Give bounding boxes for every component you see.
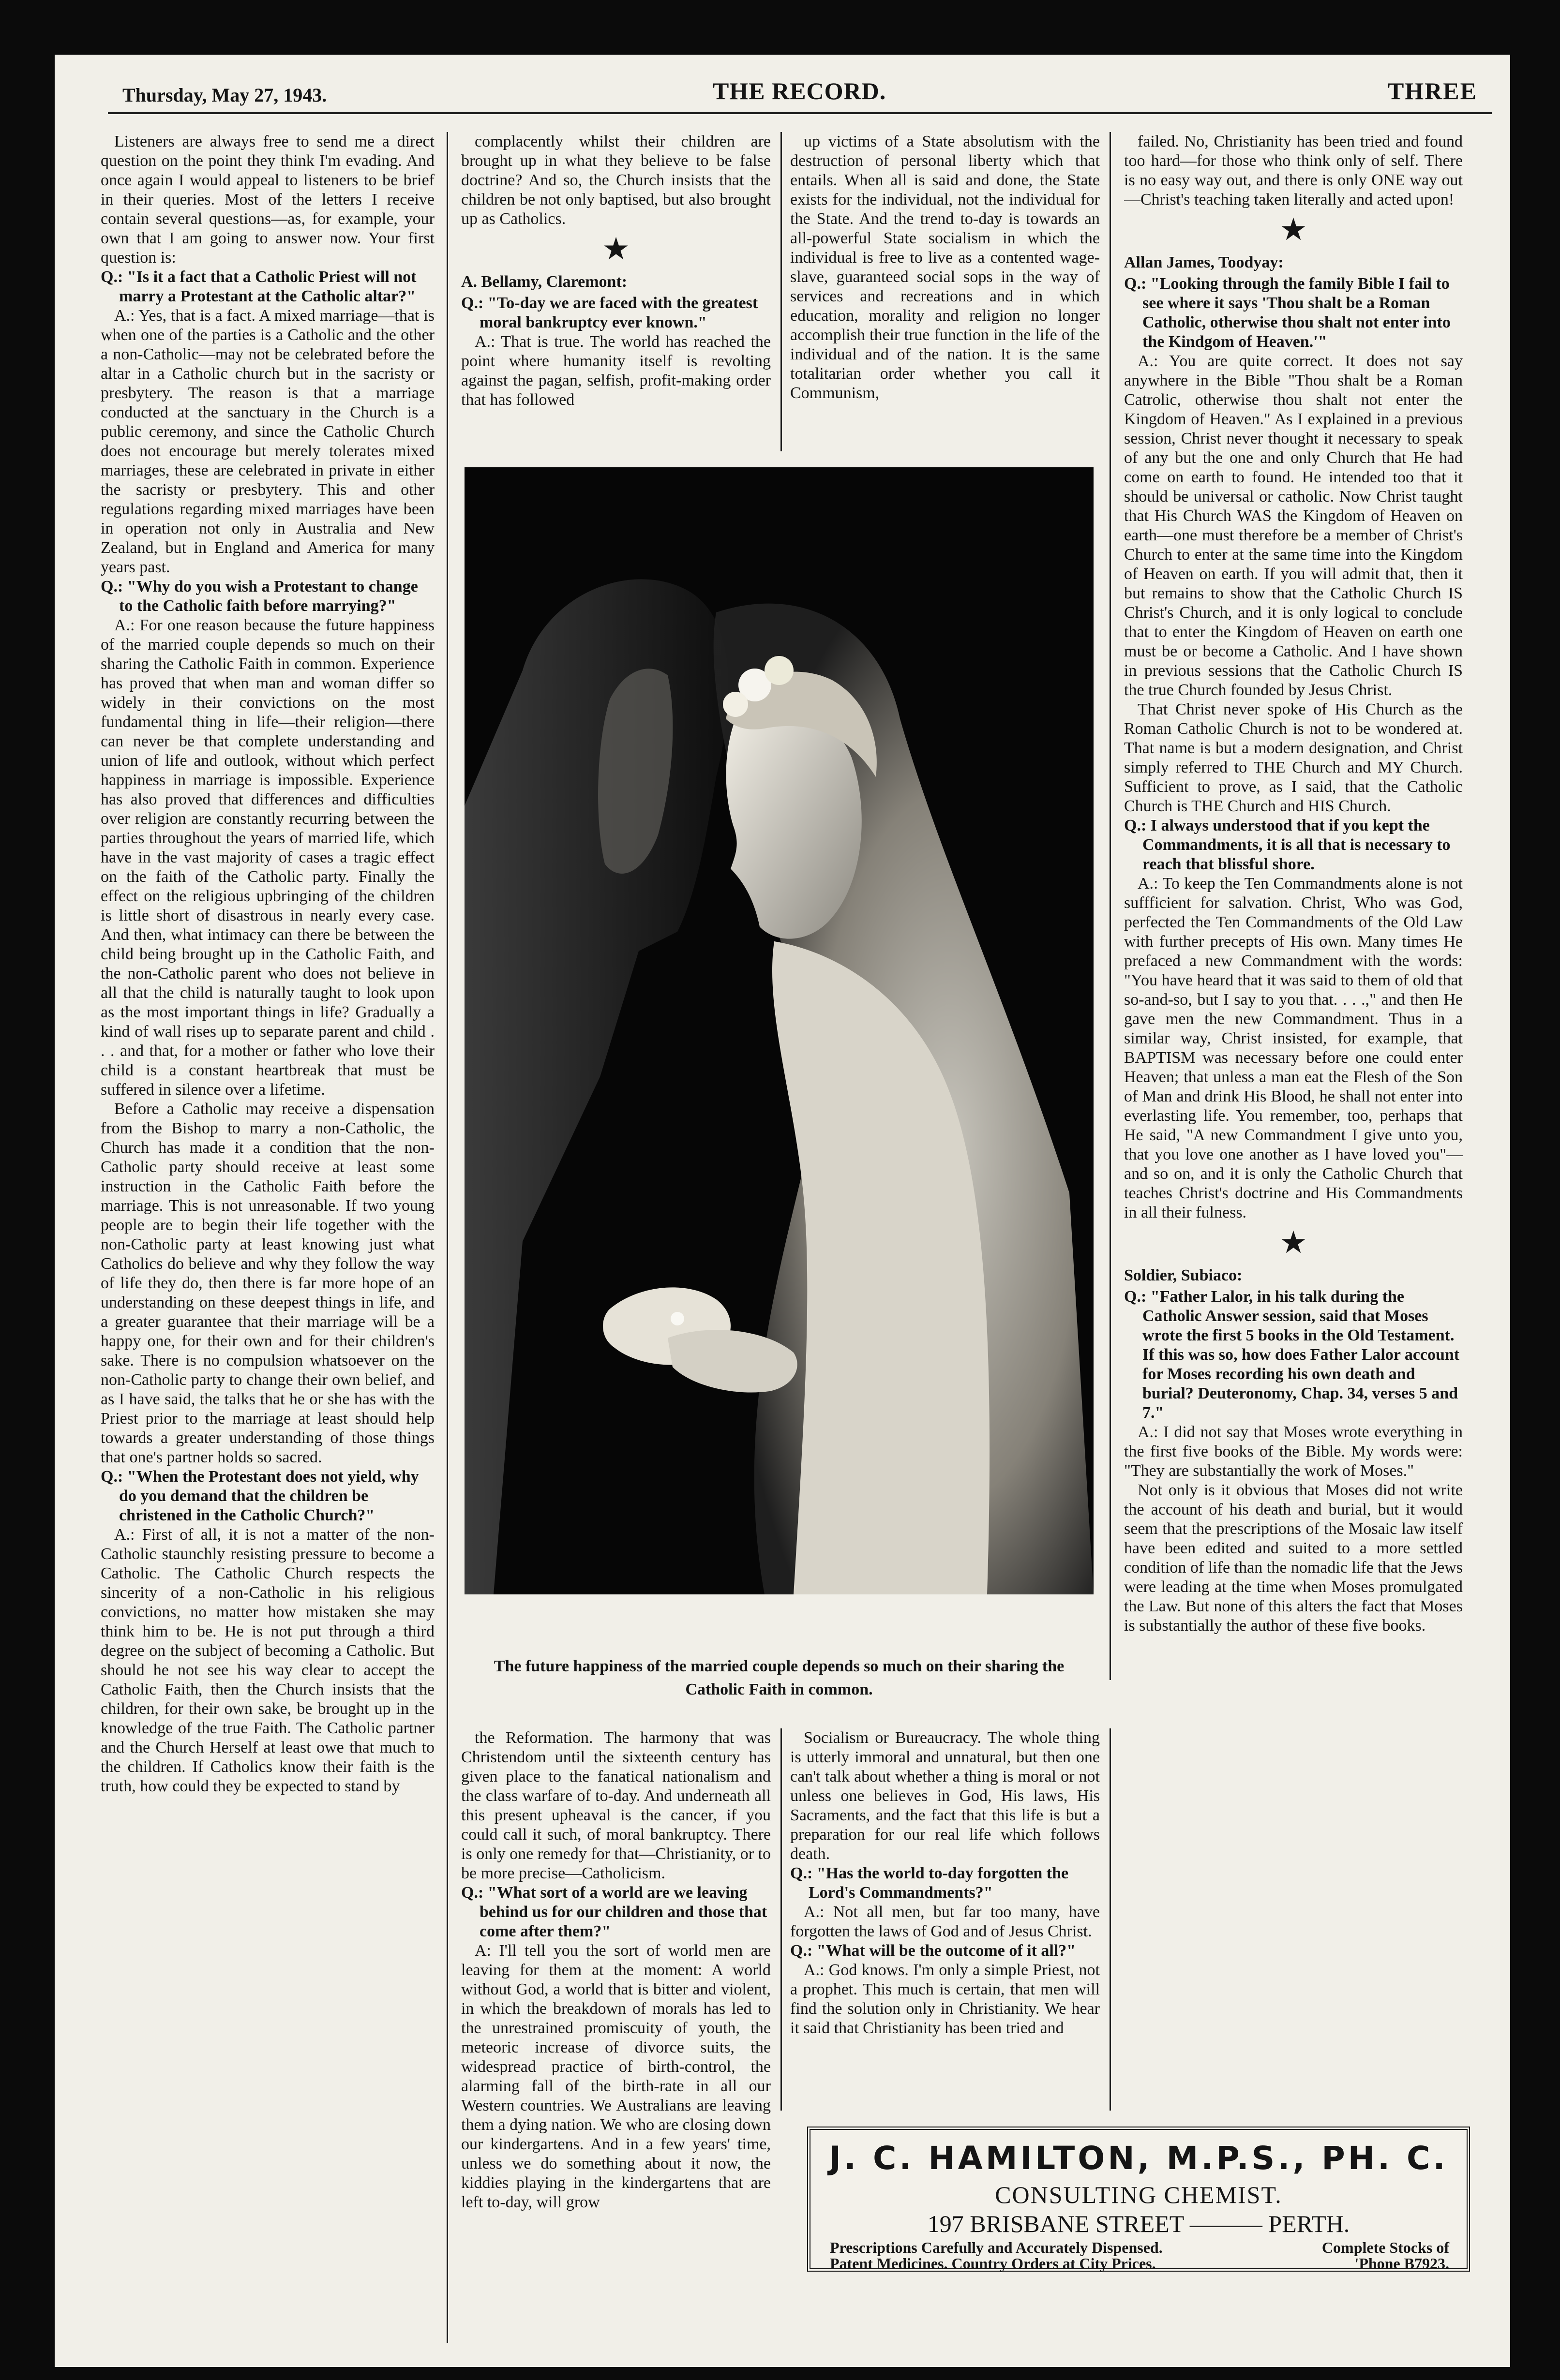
star-divider: ★ xyxy=(1279,212,1307,247)
col3-question-2: Q.: "What will be the outcome of it all?" xyxy=(790,1942,1076,1960)
col4-question-2: Q.: I always understood that if you kept the Commandments, it is all that is necessary to reach that blissful shore. xyxy=(1124,817,1451,873)
running-head xyxy=(122,77,1477,111)
ad-address: 197 BRISBANE STREET ——— PERTH. xyxy=(927,2210,1350,2237)
photo-caption: The future happiness of the married couple depends so much on their sharing the Catholic Faith in common. xyxy=(494,1657,1065,1698)
ad-line-1 xyxy=(830,2239,1449,2257)
column-4 xyxy=(1124,132,1463,2115)
col2-question: Q.: "To-day we are faced with the greatest moral bankruptcy ever known." xyxy=(461,294,758,331)
col3-answer-2: A.: God knows. I'm only a simple Priest, not a prophet. This much is certain, that men will find the solution only in Christianity. We hear it said that Christianity has been tried and xyxy=(790,1961,1100,2037)
column-rule-2-top xyxy=(780,132,782,451)
wedding-photograph xyxy=(465,467,1094,1594)
column-2-top xyxy=(461,132,771,451)
col3-question-1: Q.: "Has the world to-day forgotten the Lord's Commandments?" xyxy=(790,1864,1069,1902)
ad-line-2 xyxy=(830,2255,1449,2273)
column-2-bottom xyxy=(461,1728,771,2343)
ad-line-2-left: Patent Medicines. Country Orders at City Prices. xyxy=(830,2255,1156,2272)
star-divider: ★ xyxy=(1279,1225,1307,1260)
col3-bottom-paragraph: Socialism or Bureaucracy. The whole thing is utterly immoral and unnatural, but then one can't talk about whether a thing is moral or not unless one believes in God, His laws, His Sacraments, and the fact that this life is but a preparation for our real life which follows death. xyxy=(790,1729,1100,1863)
ad-line-1-right: Complete Stocks of xyxy=(1321,2239,1449,2256)
col4-question-1: Q.: "Looking through the family Bible I fail to see where it says 'Thou shalt be a Roman Catholic, otherwise thou shalt not enter into the Kindgom of Heaven.'" xyxy=(1124,275,1451,351)
ad-line-1-left: Prescriptions Carefully and Accurately Dispensed. xyxy=(830,2239,1163,2256)
newspaper-page xyxy=(55,55,1510,2367)
star-divider: ★ xyxy=(602,232,630,266)
column-3-bottom xyxy=(790,1728,1100,2115)
col2-answer: A.: That is true. The world has reached the point where humanity itself is revolting against the pagan, selfish, profit-making order that has followed xyxy=(461,333,771,409)
col2-top-paragraph: complacently whilst their children are brought up in what they believe to be false doctrine? And so, the Church insists that the children be not only baptised, but also brought up as Catholics. xyxy=(461,133,771,228)
col4-answer-3: A.: I did not say that Moses wrote everything in the first five books of the Bible. My words were: "They are substantially the work of Moses." xyxy=(1124,1423,1463,1480)
col1-answer-1: A.: Yes, that is a fact. A mixed marriage—that is when one of the parties is a Catholic and the other a non-Catholic—may not be celebrated before the altar in a Catholic church but in the sacristy or presbytery. The reason is that a marriage conducted at the sanctuary in the Church is a public ceremony, and since the Catholic Church does not encourage but merely tolerates mixed marriages, these are celebrated in private in either the sacristy or presbytery. This and other regulations regarding mixed marriages have been in operation not only in Australia and New Zealand, but in England and America for many years past. xyxy=(101,307,435,576)
col4-paragraph-3: Not only is it obvious that Moses did not write the account of his death and burial, but it would seem that the prescriptions of the Mosaic law itself have been edited and suited to a more settled condition of life than the nomadic life that the Jews were leading at the time when Moses promulgated the Law. But none of this alters the fact that Moses is substantially the author of these five books. xyxy=(1124,1481,1463,1635)
col2-bottom-paragraph: the Reformation. The harmony that was Christendom until the sixteenth century has given place to the fanatical nationalism and the class warfare of to-day. And underneath all this present upheaval is the cancer, if you could call it such, of moral bankruptcy. There is only one remedy for that—Christianity, or to be more precise—Catholicism. xyxy=(461,1729,771,1882)
col1-paragraph-2: Before a Catholic may receive a dispensation from the Bishop to marry a non-Catholic, the Church has made it a condition that the non-Catholic party should receive at least some instruction in the Catholic Faith before the marriage. This is not unreasonable. If two young people are to begin their life together with the non-Catholic party at least knowing just what Catholics do believe and why they follow the way of life they do, then there is far more hope of an understanding on these deepest things in life, and a greater guarantee that their marriage will be a happy one, for their own and for their children's sake. There is no compulsion whatsoever on the non-Catholic party to change their own belief, and as I have said, the talks that he or she has with the Priest prior to the marriage at least should help towards a greater understanding of those things that one's partner holds so sacred. xyxy=(101,1100,435,1466)
col4-question-3: Q.: "Father Lalor, in his talk during the Catholic Answer session, said that Moses wrote the first 5 books in the Old Testament. If this was so, how does Father Lalor account for Moses recording his own death and burial? Deuteronomy, Chap. 34, verses 5 and 7." xyxy=(1124,1288,1460,1422)
column-rule-1 xyxy=(447,132,448,2343)
ad-business-name: J. C. HAMILTON, M.P.S., PH. C. xyxy=(829,2140,1448,2177)
page-number: THREE xyxy=(1387,77,1477,104)
col1-question-3: Q.: "When the Protestant does not yield, why do you demand that the children be christened in the Catholic Church?" xyxy=(101,1468,419,1524)
col4-paragraph-2: That Christ never spoke of His Church as the Roman Catholic Church is not to be wondered at. That name is but a modern designation, and Christ simply referred to THE Church and MY Church. Sufficient to prove, as I said, that the Catholic Church is THE Church and HIS Church. xyxy=(1124,700,1463,815)
col4-answer-1: A.: You are quite correct. It does not say anywhere in the Bible "Thou shalt be a Roman Catrolic, otherwise thou shalt not enter the Kingdom of Heaven." As I explained in a previous session, Christ never thought it necessary to speak of any but the one and only Church that He had come on earth to found. He intended too that it should be universal or catholic. Now Christ taught that His Church WAS the Kingdom of Heaven on earth—one must therefore be a member of Christ's Church to enter at the same time into the Kingdom of Heaven on earth. If you will admit that, then it but remains to show that the Catholic Church IS Christ's Church, and it is only logical to conclude that to enter the Kingdom of Heaven on earth one must be or become a Catholic. And I have shown in previous sessions that the Catholic Church IS the true Church founded by Jesus Christ. xyxy=(1124,352,1463,699)
wedding-couple-image xyxy=(465,467,1094,1594)
col2-bottom-question: Q.: "What sort of a world are we leaving behind us for our children and those that come after them?" xyxy=(461,1884,767,1940)
col1-question-1: Q.: "Is it a fact that a Catholic Priest will not marry a Protestant at the Catholic altar?" xyxy=(101,268,417,305)
col3-top-paragraph: up victims of a State absolutism with the destruction of personal liberty which that entails. When all is said and done, the State exists for the individual, not the individual for the State. And the trend to-day is towards an all-powerful State socialism in which the individual is free to live as a contented wage-slave, guaranteed social sops in the way of services and recreations and in which education, morality and religion no longer accomplish their true function in the life of the individual and of the nation. It is the same totalitarian order whether you call it Communism, xyxy=(790,133,1100,402)
column-rule-3 xyxy=(1110,132,1111,1680)
column-1 xyxy=(101,132,435,2338)
masthead-title: THE RECORD. xyxy=(713,77,886,104)
column-rule-3-bottom xyxy=(1110,1728,1111,2111)
byline-soldier: Soldier, Subiaco: xyxy=(1124,1266,1243,1284)
byline-bellamy: A. Bellamy, Claremont: xyxy=(461,273,628,291)
issue-date: Thursday, May 27, 1943. xyxy=(122,84,327,106)
ad-subtitle: CONSULTING CHEMIST. xyxy=(995,2181,1282,2208)
col2-bottom-answer: A: I'll tell you the sort of world men are leaving for them at the moment: A world without God, a world that is bitter and violent, in which the breakdown of morals has led to the unrestrained promiscuity of youth, the meteoric increase of divorce suits, the widespread practice of birth-control, the alarming fall of the birth-rate in all our Western countries. We Australians are leaving them a dying nation. We who are closing down our kindergartens. And in a few years' time, unless we do something about it now, the kiddies playing in the kindergartens that are left to-day, will grow xyxy=(461,1942,771,2211)
hamilton-chemist-advertisement xyxy=(807,2127,1470,2272)
col1-answer-2: A.: For one reason because the future happiness of the married couple depends so much on their sharing the Catholic Faith in common. Experience has proved that when man and woman differ so widely in their convictions on the most fundamental thing in life—their religion—there can never be that complete understanding and union of life and outlook, without which perfect happiness in marriage is impossible. Experience has also proved that differences and difficulties over religion are constantly recurring between the parties throughout the years of married life, which have in the vast majority of cases a tragic effect on the faith of the Catholic party. Finally the effect on the religious upbringing of the children is little short of disastrous in nearly every case. And then, what intimacy can there be between the child being brought up in the Catholic Faith, and the non-Catholic parent who does not believe in all that the child is naturally taught to look upon as the most important things in life? Gradually a kind of wall rises up to separate parent and child . . . and that, for a mother or father who love their child is a constant heartbreak that must be suffered in silence over a lifetime. xyxy=(101,616,435,1099)
col3-answer-1: A.: Not all men, but far too many, have forgotten the laws of God and of Jesus Christ. xyxy=(790,1903,1100,1940)
col1-answer-3: A.: First of all, it is not a matter of the non-Catholic staunchly resisting pressure to become a Catholic. The Catholic Church respects the sincerity of a non-Catholic in his religious convictions, no matter how mistaken she may think him to be. He is not put through a third degree on the subject of becoming a Catholic. But should he not see his way clear to accept the Catholic Faith, then the Church insists that the children, for their own sake, be brought up in the knowledge of the true Faith. The Catholic partner and the Church Herself at least owe that much to the children. If Catholics know their faith is the truth, how could they be expected to stand by xyxy=(101,1526,435,1795)
col1-question-2: Q.: "Why do you wish a Protestant to change to the Catholic faith before marrying?" xyxy=(101,578,418,615)
byline-james: Allan James, Toodyay: xyxy=(1124,253,1284,271)
col1-intro: Listeners are always free to send me a direct question on the point they think I'm evading. And once again I would appeal to listeners to be brief in their queries. Most of the letters I receive contain several questions—as, for example, your own that I am going to answer now. Your first question is: xyxy=(101,133,435,267)
column-3-top xyxy=(790,132,1100,451)
col4-answer-2: A.: To keep the Ten Commandments alone is not suffficient for salvation. Christ, Who was God, perfected the Ten Commandments of the Old Law with further precepts of His own. Many times He prefaced a new Commandment with the words: "You have heard that it was said to them of old that so-and-so, but I say to you that. . . .," and then He gave men the new Commandment. Thus in a similar way, Christ insisted, for example, that BAPTISM was necessary before one could enter Heaven; that unless a man eat the Flesh of the Son of Man and drink His Blood, he shall not enter into everlasting life. You remember, too, perhaps that He said, "A new Commandment I give unto you, that you love one another as I have loved you"—and so on, and it is only the Catholic Church that teaches Christ's doctrine and His Commandments in all their fulness. xyxy=(1124,875,1463,1221)
header-rule xyxy=(108,112,1492,114)
col4-intro: failed. No, Christianity has been tried and found too hard—for those who think only of self. There is no easy way out, and there is only ONE way out—Christ's teaching taken literally and acted upon! xyxy=(1124,133,1463,208)
column-rule-2-bottom xyxy=(780,1728,782,2111)
ad-line-2-right: 'Phone B7923. xyxy=(1354,2255,1449,2272)
